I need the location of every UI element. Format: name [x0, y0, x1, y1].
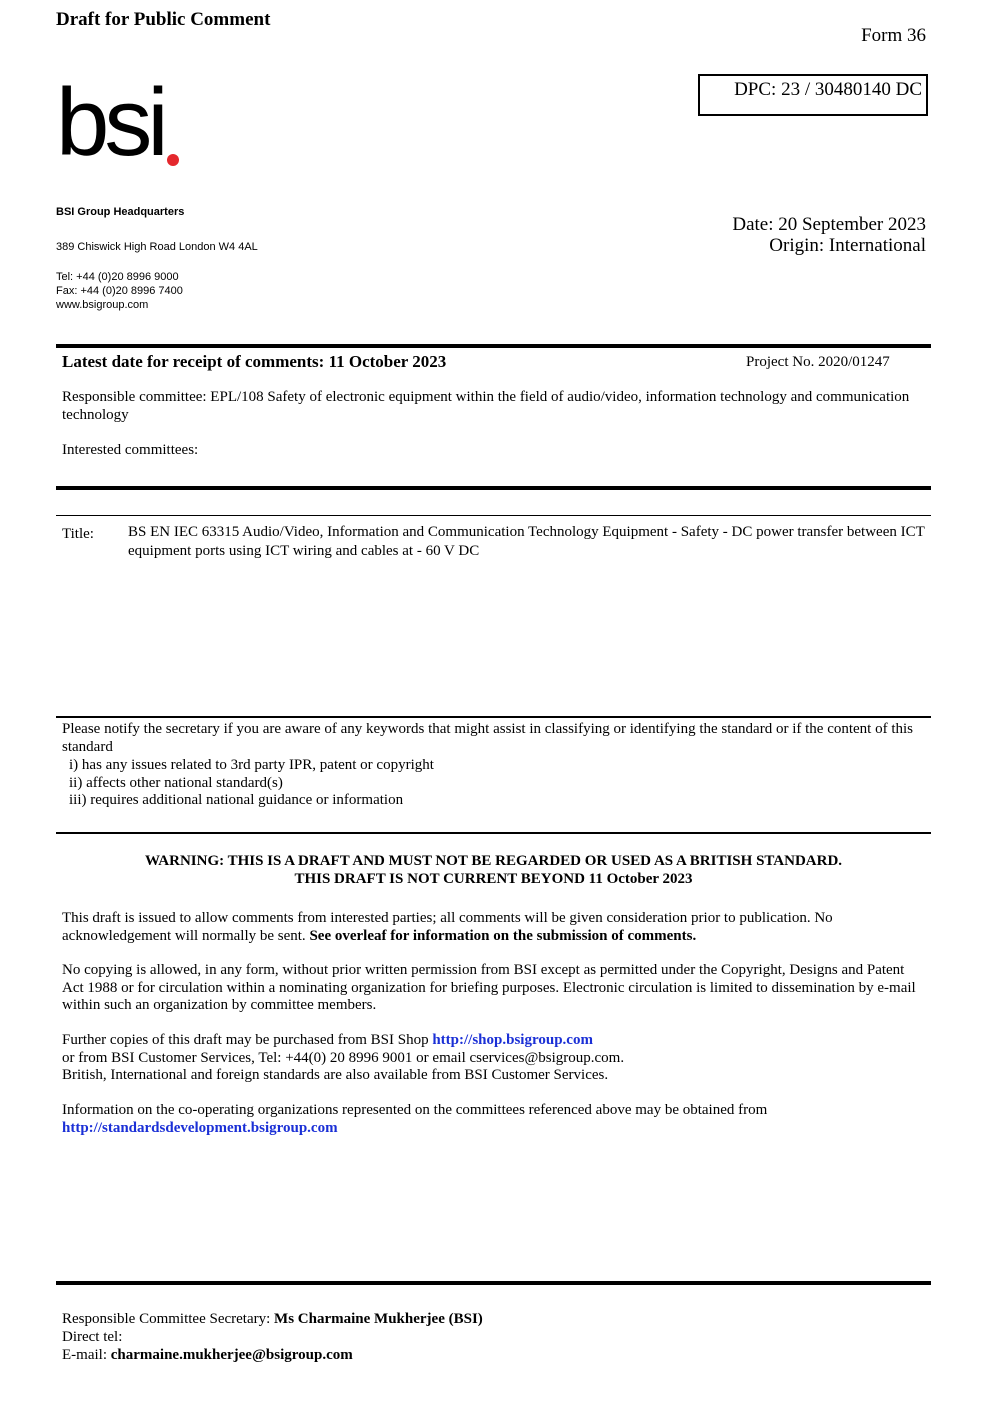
list-item: ii) affects other national standard(s)	[69, 774, 283, 791]
secretary-block	[62, 1310, 928, 1364]
email-label: E-mail:	[62, 1347, 111, 1363]
standards-availability-line: British, International and foreign standards are also available from BSI Customer Services.	[62, 1067, 609, 1083]
org-name: BSI Group Headquarters	[56, 206, 185, 218]
latest-comment-date: Latest date for receipt of comments: 11 October 2023	[62, 352, 447, 371]
secretary-email[interactable]: charmaine.mukherjee@bsigroup.com	[110, 1347, 353, 1363]
org-address: 389 Chiswick High Road London W4 4AL	[56, 241, 258, 253]
list-item: i) has any issues related to 3rd party IPR, patent or copyright	[69, 757, 434, 773]
meta-block	[732, 214, 926, 256]
overleaf-note: See overleaf for information on the submission of comments.	[309, 927, 697, 944]
bsi-shop-link[interactable]: http://shop.bsigroup.com	[432, 1032, 593, 1048]
direct-tel-label: Direct tel:	[62, 1329, 123, 1345]
date: Date: 20 September 2023	[732, 214, 926, 235]
notify-list	[69, 757, 434, 810]
dpc-reference: DPC: 23 / 30480140 DC	[734, 79, 922, 100]
divider	[56, 716, 931, 718]
divider-thick	[56, 486, 931, 490]
title-label: Title:	[62, 526, 94, 542]
standard-title: BS EN IEC 63315 Audio/Video, Information and Communication Technology Equipment - Safety - DC power transfer between ICT equipment ports using ICT wiring and cables at - 60 V DC	[128, 524, 925, 559]
org-web[interactable]: www.bsigroup.com	[56, 299, 149, 311]
secretary-name: Ms Charmaine Mukherjee (BSI)	[274, 1311, 483, 1327]
draft-label: Draft for Public Comment	[56, 9, 271, 30]
notify-intro: Please notify the secretary if you are aware of any keywords that might assist in classifying or identifying the standard or if the content of this standard	[62, 721, 914, 755]
list-item: iii) requires additional national guidance or information	[69, 792, 404, 808]
form-label: Form 36	[861, 25, 926, 46]
bsi-logo-dot	[167, 154, 179, 166]
divider-thin	[56, 515, 931, 516]
paragraph-text: This draft is issued to allow comments from interested parties; all comments will be given consideration prior to publication. No acknowledgement will normally be sent.	[62, 910, 833, 944]
interested-committees: Interested committees:	[62, 442, 199, 458]
paragraph-comments	[62, 910, 928, 945]
customer-services-line: or from BSI Customer Services, Tel: +44(0) 20 8996 9001 or email cservices@bsigroup.com.	[62, 1049, 625, 1066]
divider	[56, 832, 931, 834]
paragraph-copying: No copying is allowed, in any form, without prior written permission from BSI except as permitted under the Copyright, Designs and Patent Act 1988 or for circulation within a nominating organization for briefing purposes. Electronic circulation is limited to dissemination by e-mail within such an organization by committee members.	[62, 962, 916, 1013]
paragraph-copies	[62, 1032, 928, 1085]
bsi-logo-text: bsi	[56, 69, 164, 176]
org-contacts	[56, 270, 183, 312]
paragraph-text: Further copies of this draft may be purchased from BSI Shop	[62, 1032, 433, 1048]
warning-line-2: THIS DRAFT IS NOT CURRENT BEYOND 11 October 2023	[294, 871, 693, 887]
standards-development-link[interactable]: http://standardsdevelopment.bsigroup.com	[62, 1119, 338, 1136]
origin: Origin: International	[769, 235, 926, 256]
paragraph-text: Information on the co-operating organizations represented on the committees referenced above may be obtained from	[62, 1102, 768, 1118]
warning-block	[56, 852, 931, 888]
warning-line-1: WARNING: THIS IS A DRAFT AND MUST NOT BE REGARDED OR USED AS A BRITISH STANDARD.	[144, 853, 843, 869]
divider-thick	[56, 344, 931, 348]
paragraph-organizations	[62, 1102, 928, 1137]
org-tel: Tel: +44 (0)20 8996 9000	[56, 271, 179, 283]
org-fax: Fax: +44 (0)20 8996 7400	[56, 285, 183, 297]
project-number: Project No. 2020/01247	[746, 354, 890, 370]
responsible-committee: Responsible committee: EPL/108 Safety of electronic equipment within the field of audio/video, information technology and communication technology	[62, 389, 910, 423]
secretary-label: Responsible Committee Secretary:	[62, 1311, 275, 1327]
divider-thick	[56, 1281, 931, 1285]
dpc-reference-box	[698, 74, 928, 116]
